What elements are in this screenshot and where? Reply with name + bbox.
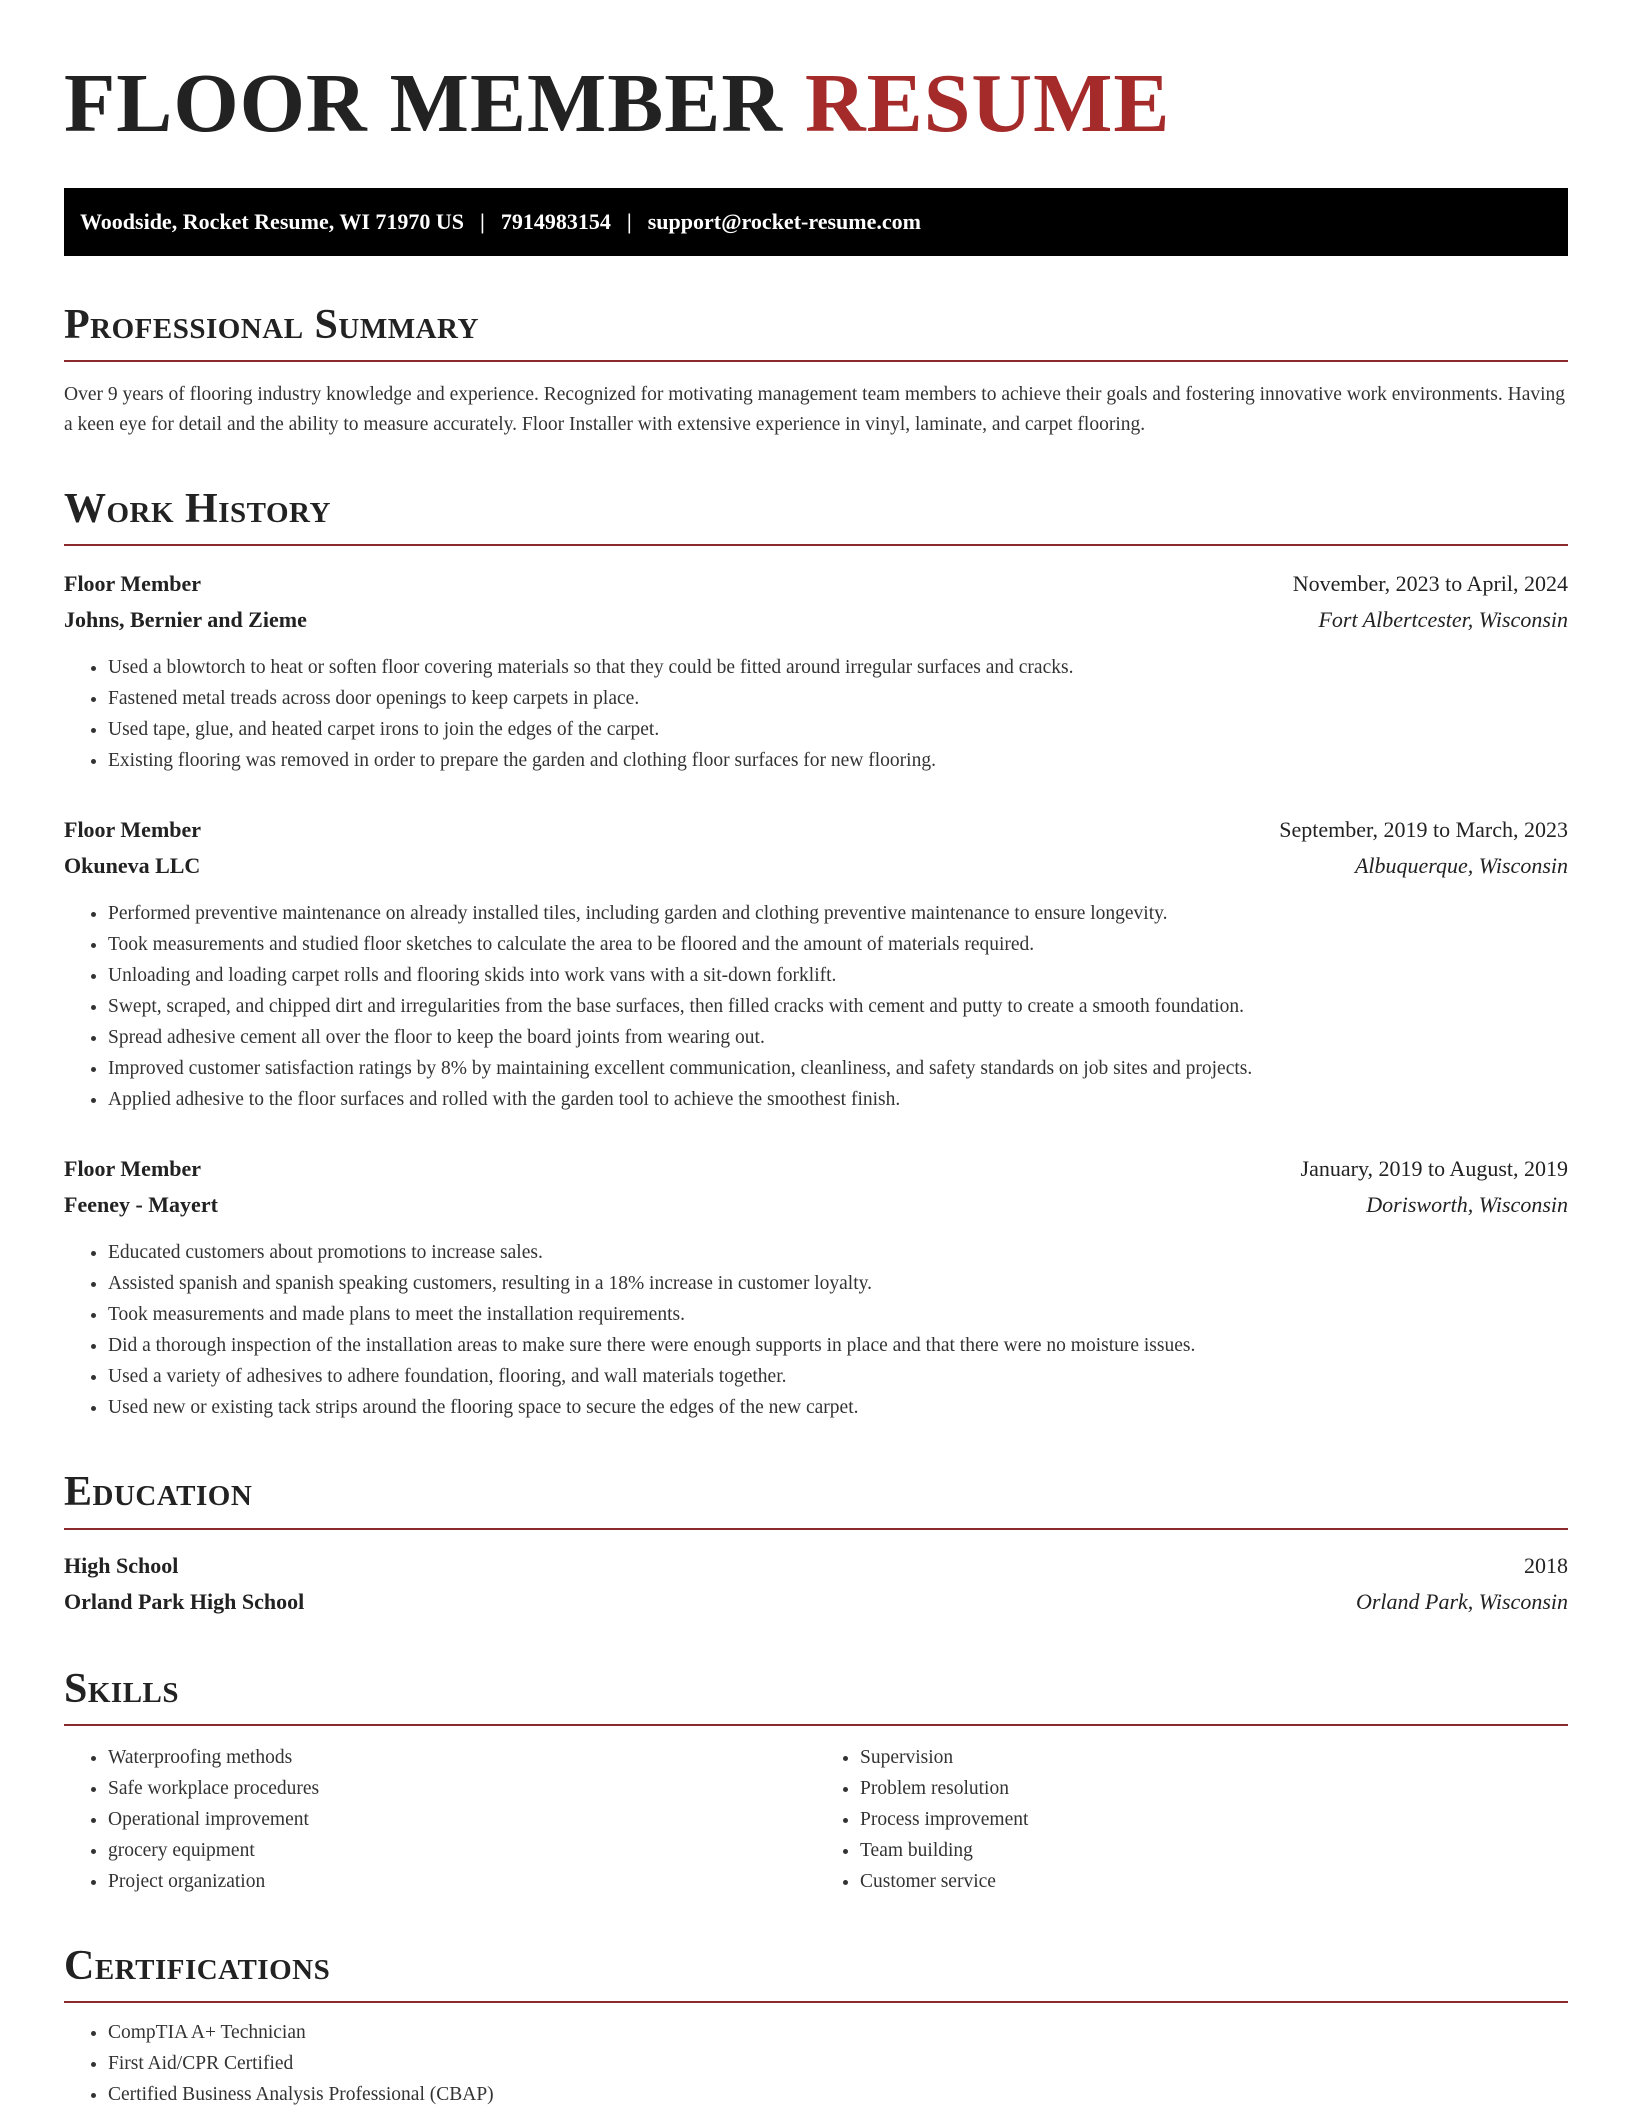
skill-item: • Operational improvement xyxy=(108,1804,816,1835)
work-history-heading: Work History xyxy=(64,486,1568,546)
job-company: Johns, Bernier and Zieme xyxy=(64,607,307,633)
job-dates: September, 2019 to March, 2023 xyxy=(1279,817,1568,843)
skill-item: • Safe workplace procedures xyxy=(108,1773,816,1804)
job-company-row xyxy=(64,1187,1568,1223)
summary-heading: Professional Summary xyxy=(64,302,1568,362)
skill-item: • Problem resolution xyxy=(860,1773,1568,1804)
job-location: Dorisworth, Wisconsin xyxy=(1366,1192,1568,1218)
job-bullet: • Took measurements and made plans to meet the installation requirements. xyxy=(108,1299,1568,1330)
education-heading: Education xyxy=(64,1469,1568,1529)
job-bullet: • Used tape, glue, and heated carpet irons to join the edges of the carpet. xyxy=(108,714,1568,745)
certifications-list xyxy=(64,2017,1568,2110)
skill-item: • grocery equipment xyxy=(108,1835,816,1866)
job-bullets xyxy=(64,652,1568,776)
skill-item: • Process improvement xyxy=(860,1804,1568,1835)
skill-item: • Team building xyxy=(860,1835,1568,1866)
resume-title xyxy=(64,56,1568,150)
job-dates: November, 2023 to April, 2024 xyxy=(1292,571,1568,597)
contact-separator: | xyxy=(626,209,632,234)
contact-separator: | xyxy=(480,209,485,234)
skills-columns xyxy=(64,1742,1568,1897)
job-bullets xyxy=(64,898,1568,1115)
contact-email[interactable]: support@rocket-resume.com xyxy=(647,209,921,234)
title-accent: RESUME xyxy=(805,57,1171,150)
job-bullet: • Improved customer satisfaction ratings by 8% by maintaining excellent communication, cleanliness, and safety standards on job sites and projects. xyxy=(108,1053,1568,1084)
job-title: Floor Member xyxy=(64,571,202,597)
job-location: Fort Albertcester, Wisconsin xyxy=(1318,607,1568,633)
education-school: Orland Park High School xyxy=(64,1588,305,1614)
job-company: Okuneva LLC xyxy=(64,853,201,879)
job-bullets xyxy=(64,1237,1568,1423)
contact-address: Woodside, Rocket Resume, WI 71970 US xyxy=(80,209,465,234)
job-bullet: • Used a variety of adhesives to adhere foundation, flooring, and wall materials together. xyxy=(108,1361,1568,1392)
skill-item: • Project organization xyxy=(108,1866,816,1897)
skills-list-right xyxy=(816,1742,1568,1897)
certification-item: • First Aid/CPR Certified xyxy=(108,2048,1568,2079)
job-title: Floor Member xyxy=(64,817,202,843)
job-bullet: • Spread adhesive cement all over the floor to keep the board joints from wearing out. xyxy=(108,1022,1568,1053)
certification-item: • Certified Business Analysis Professional (CBAP) xyxy=(108,2079,1568,2110)
contact-bar xyxy=(64,188,1568,256)
job-dates: January, 2019 to August, 2019 xyxy=(1300,1156,1568,1182)
job-title: Floor Member xyxy=(64,1156,202,1182)
job-company: Feeney - Mayert xyxy=(64,1192,218,1218)
job-entry xyxy=(64,812,1568,1115)
education-year: 2018 xyxy=(1524,1552,1568,1578)
job-bullet: • Used new or existing tack strips around the flooring space to secure the edges of the new carpet. xyxy=(108,1392,1568,1423)
education-school-row xyxy=(64,1584,1568,1620)
job-bullet: • Swept, scraped, and chipped dirt and irregularities from the base surfaces, then filled cracks with cement and putty to create a smooth foundation. xyxy=(108,991,1568,1022)
job-bullet: • Fastened metal treads across door openings to keep carpets in place. xyxy=(108,683,1568,714)
job-bullet: • Existing flooring was removed in order to prepare the garden and clothing floor surfaces for new flooring. xyxy=(108,745,1568,776)
certifications-heading: Certifications xyxy=(64,1943,1568,2003)
job-entry xyxy=(64,566,1568,776)
skill-item: • Supervision xyxy=(860,1742,1568,1773)
job-header-row xyxy=(64,812,1568,848)
education-degree-row xyxy=(64,1548,1568,1584)
skill-item: • Customer service xyxy=(860,1866,1568,1897)
education-entry xyxy=(64,1548,1568,1620)
job-bullet: • Assisted spanish and spanish speaking customers, resulting in a 18% increase in customer loyalty. xyxy=(108,1268,1568,1299)
job-bullet: • Did a thorough inspection of the installation areas to make sure there were enough supports in place and that there were no moisture issues. xyxy=(108,1330,1568,1361)
job-entry xyxy=(64,1151,1568,1423)
job-bullet: • Unloading and loading carpet rolls and flooring skids into work vans with a sit-down forklift. xyxy=(108,960,1568,991)
education-degree: High School xyxy=(64,1552,179,1578)
job-header-row xyxy=(64,1151,1568,1187)
job-bullet: • Educated customers about promotions to increase sales. xyxy=(108,1237,1568,1268)
summary-text: Over 9 years of flooring industry knowledge and experience. Recognized for motivating management team members to achieve their goals and fostering innovative work environments. Having a keen eye for detail and the ability to measure accurately. Floor Installer with extensive experience in vinyl, laminate, and carpet flooring. xyxy=(64,384,1566,436)
contact-phone[interactable]: 7914983154 xyxy=(500,209,611,234)
job-location: Albuquerque, Wisconsin xyxy=(1354,853,1568,879)
job-bullet: • Performed preventive maintenance on already installed tiles, including garden and clothing preventive maintenance to ensure longevity. xyxy=(108,898,1568,929)
job-bullet: • Applied adhesive to the floor surfaces and rolled with the garden tool to achieve the smoothest finish. xyxy=(108,1084,1568,1115)
certification-item: • CompTIA A+ Technician xyxy=(108,2017,1568,2048)
skills-list-left xyxy=(64,1742,816,1897)
job-bullet: • Took measurements and studied floor sketches to calculate the area to be floored and the amount of materials required. xyxy=(108,929,1568,960)
title-main: FLOOR MEMBER xyxy=(64,57,783,150)
job-bullet: • Used a blowtorch to heat or soften floor covering materials so that they could be fitted around irregular surfaces and cracks. xyxy=(108,652,1568,683)
job-company-row xyxy=(64,602,1568,638)
skills-heading: Skills xyxy=(64,1666,1568,1726)
skill-item: • Waterproofing methods xyxy=(108,1742,816,1773)
job-company-row xyxy=(64,848,1568,884)
education-location: Orland Park, Wisconsin xyxy=(1355,1588,1568,1614)
job-header-row xyxy=(64,566,1568,602)
